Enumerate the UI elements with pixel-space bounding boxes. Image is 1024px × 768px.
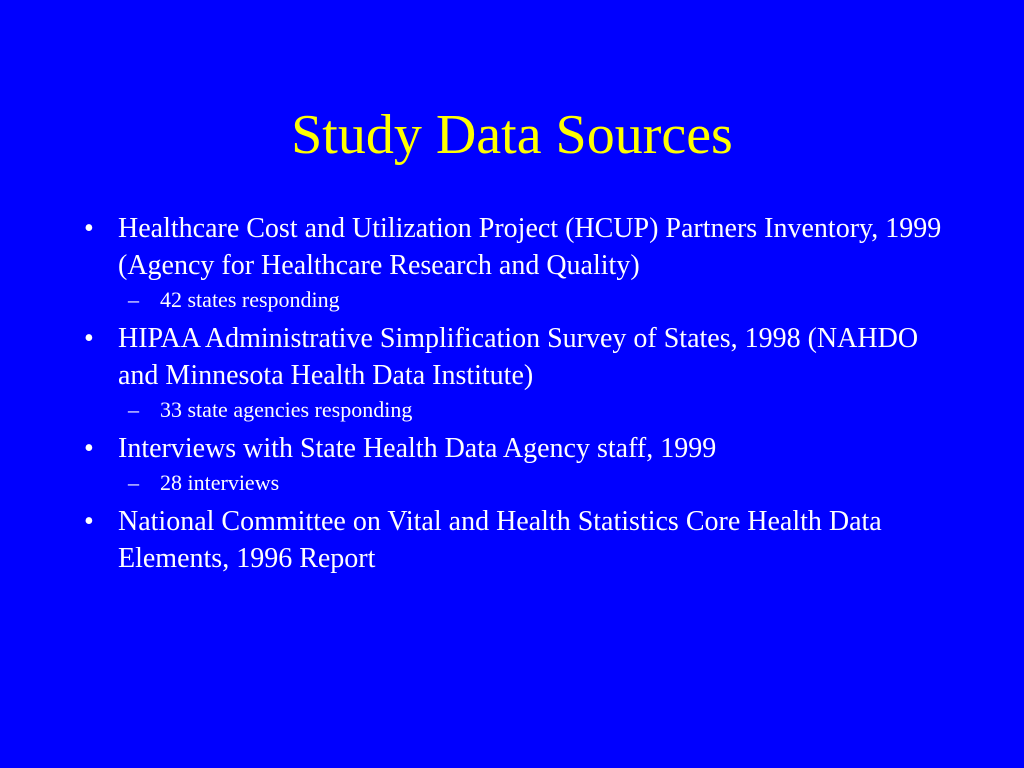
bullet-item bbox=[80, 320, 960, 426]
sub-bullet-item bbox=[118, 394, 960, 426]
bullet-item bbox=[80, 210, 960, 316]
sub-bullet-list bbox=[118, 394, 960, 426]
bullet-list bbox=[80, 210, 960, 581]
bullet-text: Healthcare Cost and Utilization Project (HCUP) Partners Inventory, 1999 (Agency for Healthcare Research and Quality) bbox=[118, 213, 942, 281]
bullet-marker: • bbox=[84, 433, 94, 464]
sub-bullet-marker: – bbox=[128, 470, 139, 495]
bullet-item bbox=[80, 503, 960, 577]
bullet-marker: • bbox=[84, 323, 94, 354]
bullet-text: Interviews with State Health Data Agency staff, 1999 bbox=[118, 433, 717, 464]
sub-bullet-list bbox=[118, 284, 960, 316]
slide-title: Study Data Sources bbox=[291, 104, 733, 166]
sub-bullet-text: 28 interviews bbox=[160, 470, 280, 495]
sub-bullet-marker: – bbox=[128, 397, 139, 422]
bullet-text: National Committee on Vital and Health Statistics Core Health Data Elements, 1996 Report bbox=[118, 506, 882, 574]
sub-bullet-text: 42 states responding bbox=[160, 287, 340, 312]
sub-bullet-list bbox=[118, 467, 960, 499]
sub-bullet-item bbox=[118, 467, 960, 499]
bullet-marker: • bbox=[84, 213, 94, 244]
sub-bullet-item bbox=[118, 284, 960, 316]
sub-bullet-marker: – bbox=[128, 287, 139, 312]
bullet-marker: • bbox=[84, 506, 94, 537]
sub-bullet-text: 33 state agencies responding bbox=[160, 397, 413, 422]
bullet-text: HIPAA Administrative Simplification Survey of States, 1998 (NAHDO and Minnesota Health Data Institute) bbox=[118, 323, 919, 391]
bullet-item bbox=[80, 430, 960, 499]
